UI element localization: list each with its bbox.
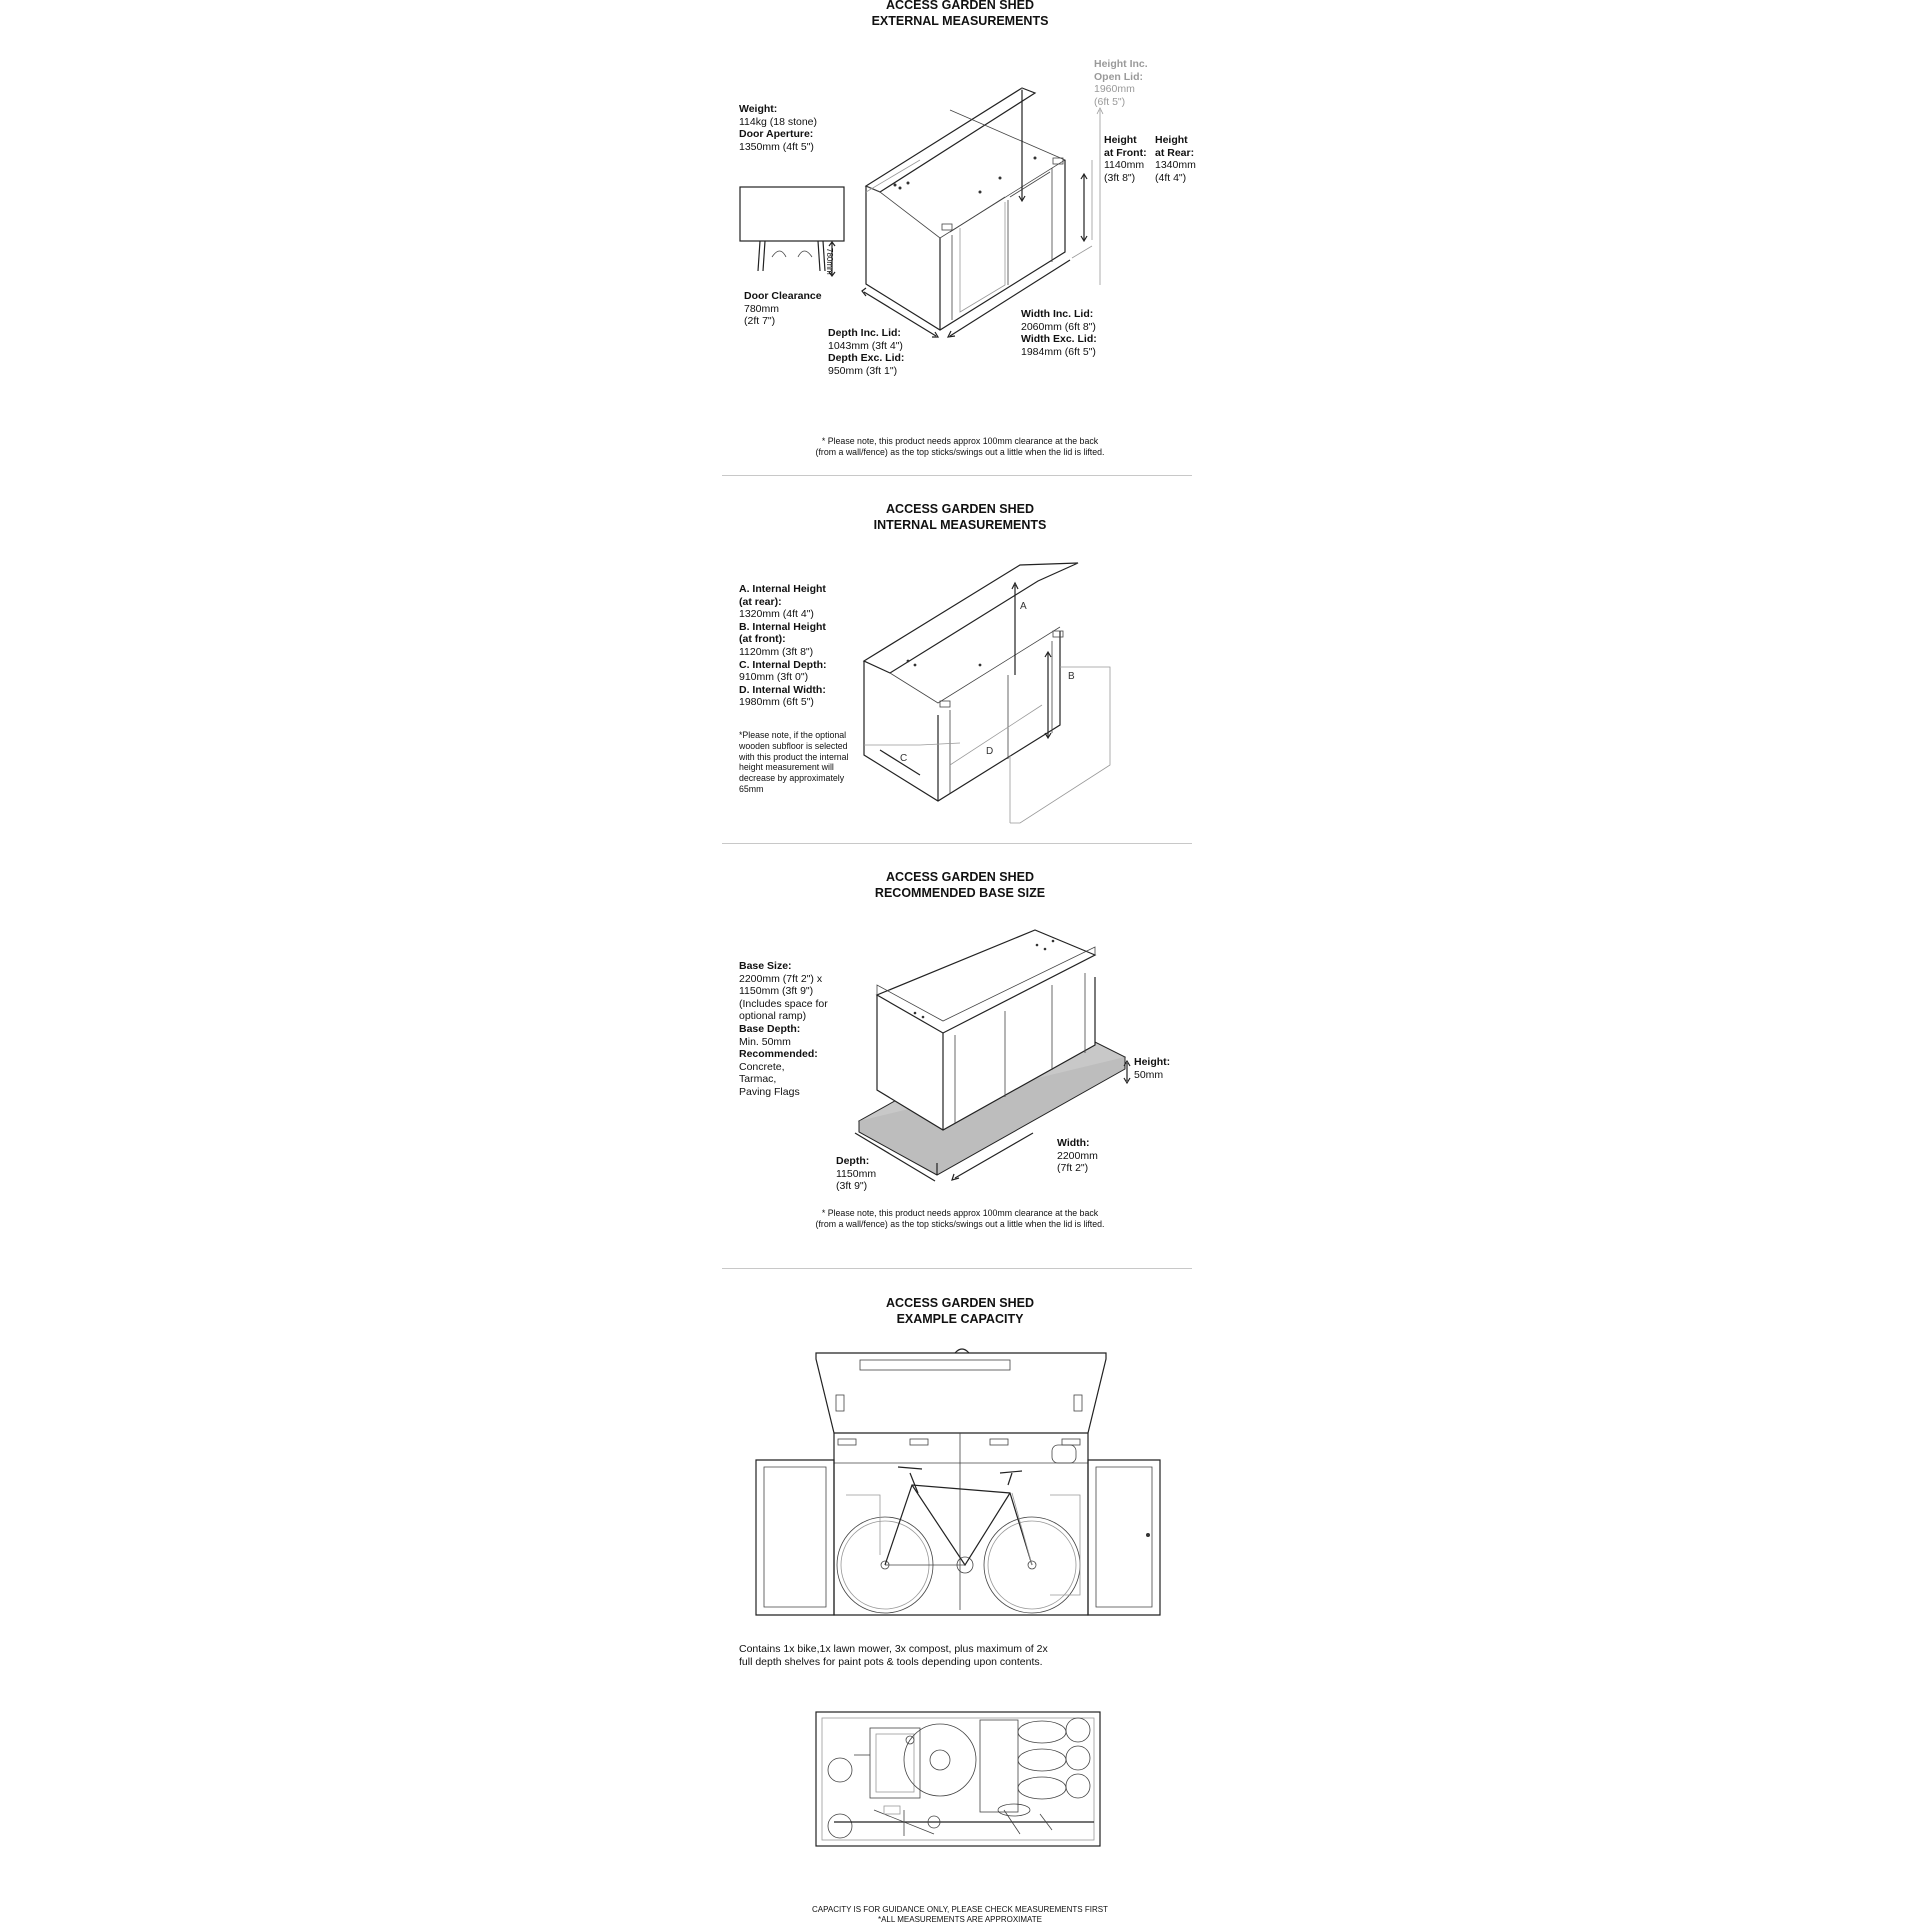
height-front-label-1: Height (1104, 134, 1137, 146)
base-size-label: Base Size: (739, 960, 792, 972)
weight-block (739, 103, 817, 153)
base-width-value-1: 2200mm (1057, 1149, 1098, 1162)
internal-dims-block (739, 583, 827, 709)
capacity-footer (700, 1905, 1220, 1925)
recommended-line: Paving Flags (739, 1085, 800, 1098)
width-block (1021, 308, 1097, 358)
base-width-value-2: (7ft 2") (1057, 1162, 1089, 1175)
capacity-title (740, 1296, 1180, 1327)
capacity-contents (739, 1643, 1048, 1669)
depth-inc-label: Depth Inc. Lid: (828, 327, 901, 339)
capacity-front-drawing (750, 1345, 1170, 1625)
internal-d-label: D. Internal Width: (739, 683, 826, 696)
depth-block (828, 327, 904, 377)
base-depth-label: Base Depth: (739, 1022, 801, 1035)
width-exc-label: Width Exc. Lid: (1021, 333, 1097, 346)
internal-shed-drawing (860, 555, 1120, 825)
external-shed-drawing (860, 80, 1130, 340)
internal-note-line: decrease by approximately (739, 773, 845, 784)
base-height-block (1134, 1056, 1170, 1081)
internal-a-label-2: (at rear): (739, 595, 782, 608)
depth-exc-value: 950mm (3ft 1") (828, 364, 898, 377)
base-depth-value: Min. 50mm (739, 1035, 791, 1048)
internal-a-label-1: A. Internal Height (739, 583, 826, 595)
base-size-line: 2200mm (7ft 2") x (739, 972, 823, 985)
width-inc-label: Width Inc. Lid: (1021, 308, 1094, 320)
capacity-footer-line1: CAPACITY IS FOR GUIDANCE ONLY, PLEASE CHECK MEASUREMENTS FIRST (812, 1905, 1108, 1914)
base-height-value: 50mm (1134, 1068, 1164, 1081)
recommended-line: Tarmac, (739, 1073, 777, 1086)
base-depth-dim-label: Depth: (836, 1155, 870, 1167)
internal-note-line: with this product the internal (739, 751, 849, 762)
base-note-line1: * Please note, this product needs approx 100mm clearance at the back (821, 1208, 1099, 1218)
depth-exc-label: Depth Exc. Lid: (828, 352, 905, 365)
weight-value: 114kg (18 stone) (739, 115, 818, 128)
height-rear-value-1: 1340mm (1155, 159, 1196, 172)
base-title-line1: ACCESS GARDEN SHED (886, 870, 1034, 884)
base-size-line: 1150mm (3ft 9") (739, 985, 814, 998)
external-title (740, 0, 1180, 29)
height-front-block (1104, 134, 1147, 184)
capacity-plan-drawing (814, 1710, 1104, 1850)
recommended-line: Concrete, (739, 1060, 785, 1073)
capacity-contents-line1: Contains 1x bike,1x lawn mower, 3x compost, plus maximum of 2x (739, 1643, 1048, 1655)
depth-inc-value: 1043mm (3ft 4") (828, 339, 903, 352)
base-height-label: Height: (1134, 1056, 1171, 1068)
internal-b-label-2: (at front): (739, 633, 786, 646)
section-divider (722, 843, 1192, 844)
width-exc-value: 1984mm (6ft 5") (1021, 345, 1096, 358)
base-note (730, 1208, 1190, 1230)
door-aperture-label: Door Aperture: (739, 128, 814, 141)
door-clearance-block (744, 290, 822, 328)
internal-note-line: height measurement will (739, 762, 834, 773)
height-open-value-1: 1960mm (1094, 83, 1135, 96)
base-depth-dim-value-1: 1150mm (836, 1167, 877, 1180)
internal-note-line: 65mm (739, 783, 764, 794)
section-divider (722, 475, 1192, 476)
door-clearance-value-2: (2ft 7") (744, 315, 776, 328)
door-clearance-label: Door Clearance (744, 290, 822, 302)
height-open-block (1094, 58, 1148, 108)
capacity-title-line1: ACCESS GARDEN SHED (886, 1296, 1034, 1310)
internal-c-label: C. Internal Depth: (739, 658, 827, 671)
base-title (740, 870, 1180, 901)
internal-a-value: 1320mm (4ft 4") (739, 608, 814, 621)
external-note-line1: * Please note, this product needs approx 100mm clearance at the back (821, 436, 1099, 446)
height-open-label-1: Height Inc. (1094, 58, 1148, 70)
letter-a: A (1020, 601, 1027, 612)
internal-b-value: 1120mm (3ft 8") (739, 645, 814, 658)
internal-title (740, 502, 1180, 533)
external-note-line2: (from a wall/fence) as the top sticks/swings out a little when the lid is lifted. (815, 447, 1105, 457)
external-title-line2: EXTERNAL MEASUREMENTS (871, 13, 1049, 28)
external-note (730, 436, 1190, 458)
base-note-line2: (from a wall/fence) as the top sticks/swings out a little when the lid is lifted. (815, 1219, 1105, 1229)
base-depth-dim-block (836, 1155, 876, 1193)
internal-b-label-1: B. Internal Height (739, 620, 826, 633)
height-rear-block (1155, 134, 1196, 184)
internal-title-line1: ACCESS GARDEN SHED (886, 502, 1034, 516)
door-clearance-value-1: 780mm (744, 302, 780, 315)
base-title-line2: RECOMMENDED BASE SIZE (874, 885, 1046, 900)
door-aperture-value: 1350mm (4ft 5") (739, 140, 814, 153)
letter-d: D (986, 746, 994, 757)
capacity-title-line2: EXAMPLE CAPACITY (896, 1311, 1024, 1326)
base-size-line: optional ramp) (739, 1010, 807, 1023)
letter-c: C (900, 753, 908, 764)
height-front-label-2: at Front: (1104, 146, 1147, 159)
section-divider (722, 1268, 1192, 1269)
height-front-value-2: (3ft 8") (1104, 171, 1136, 184)
internal-title-line2: INTERNAL MEASUREMENTS (873, 517, 1047, 532)
internal-note (739, 730, 849, 795)
height-rear-value-2: (4ft 4") (1155, 171, 1187, 184)
external-title-line1: ACCESS GARDEN SHED (886, 0, 1034, 12)
internal-d-value: 1980mm (6ft 5") (739, 696, 814, 709)
height-rear-label-2: at Rear: (1155, 146, 1195, 159)
base-size-line: (Includes space for (739, 997, 828, 1010)
height-rear-label-1: Height (1155, 134, 1188, 146)
internal-note-line: *Please note, if the optional (739, 730, 847, 740)
base-width-label: Width: (1057, 1137, 1090, 1149)
weight-label: Weight: (739, 103, 778, 115)
capacity-footer-line2: *ALL MEASUREMENTS ARE APPROXIMATE (877, 1915, 1043, 1924)
base-width-block (1057, 1137, 1098, 1175)
base-depth-dim-value-2: (3ft 9") (836, 1180, 868, 1193)
internal-c-value: 910mm (3ft 0") (739, 671, 809, 684)
recommended-label: Recommended: (739, 1048, 818, 1061)
internal-note-line: wooden subfloor is selected (739, 740, 848, 751)
height-open-value-2: (6ft 5") (1094, 95, 1126, 108)
height-open-label-2: Open Lid: (1094, 70, 1143, 83)
height-front-value-1: 1140mm (1104, 159, 1145, 172)
door-clearance-dim: 780mm (825, 248, 834, 275)
width-inc-value: 2060mm (6ft 8") (1021, 320, 1096, 333)
letter-b: B (1068, 671, 1075, 682)
capacity-contents-line2: full depth shelves for paint pots & tools depending upon contents. (739, 1656, 1043, 1668)
base-spec-block (739, 960, 828, 1099)
